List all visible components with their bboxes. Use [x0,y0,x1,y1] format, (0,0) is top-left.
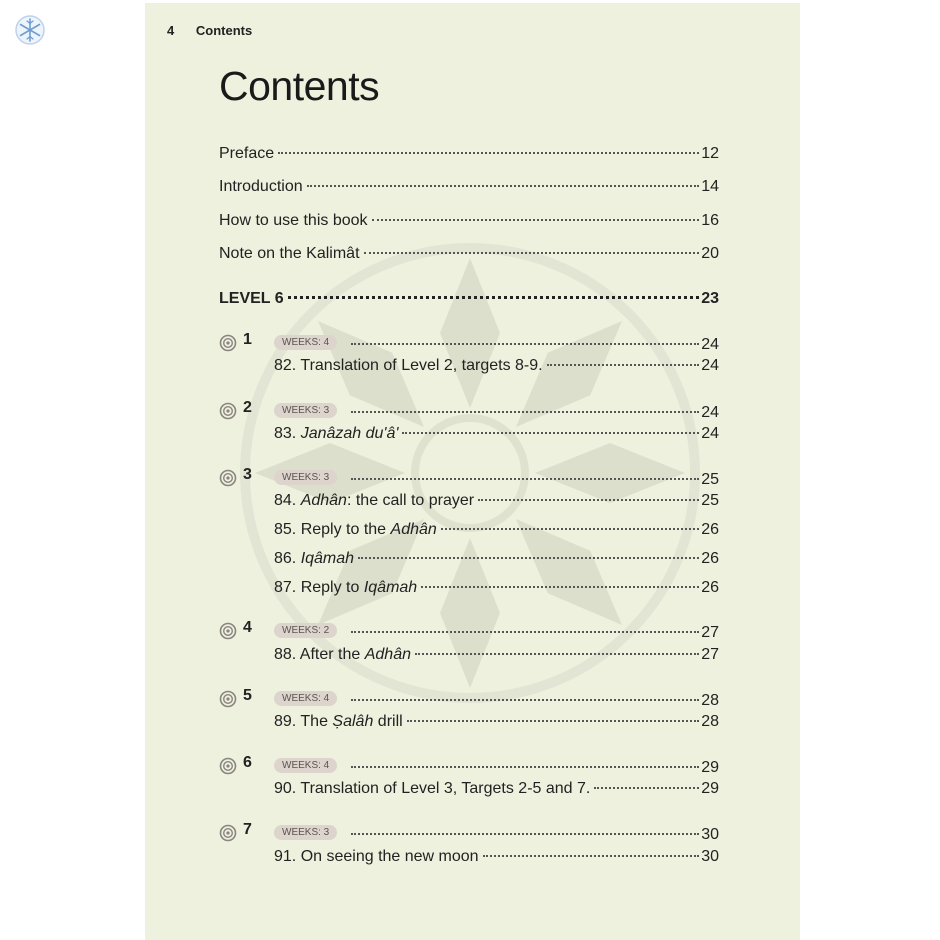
target-number: 4 [243,619,252,636]
dot-leader [421,586,699,588]
weeks-badge: WEEKS: 3 [274,403,337,418]
lesson-title: 85. Reply to the Adhân [274,521,437,538]
toc-entry-label: Introduction [219,178,303,195]
target-marker [219,466,274,484]
target-marker [219,821,274,839]
dot-leader [351,833,699,835]
target-number: 5 [243,687,252,704]
page-title: Contents [219,63,380,109]
dot-leader [407,720,700,722]
lesson-page: 26 [701,550,719,567]
toc-lesson-entry[interactable] [274,521,719,539]
toc-lesson-entry[interactable] [274,848,719,866]
level-page: 23 [701,290,719,307]
weeks-badge: WEEKS: 3 [274,470,337,485]
target-icon [219,757,237,775]
target-page: 24 [701,404,719,421]
toc-lesson-entry[interactable] [274,780,719,798]
toc-lesson-entry[interactable] [274,492,719,510]
lesson-page: 25 [701,492,719,509]
target-icon [219,824,237,842]
lesson-title: 90. Translation of Level 3, Targets 2-5 and 7. [274,780,591,797]
toc-target-row[interactable] [219,466,719,489]
weeks-badge: WEEKS: 3 [274,825,337,840]
toc-lesson-entry[interactable] [274,550,719,568]
target-page: 29 [701,759,719,776]
toc-entry-page: 16 [701,212,719,229]
dot-leader [351,766,699,768]
page-number: 4 [167,23,175,38]
dot-leader [364,252,700,254]
target-page: 27 [701,624,719,641]
lesson-title: 88. After the Adhân [274,646,411,663]
toc-entry-label: Note on the Kalimât [219,245,360,262]
book-page [145,3,800,940]
dot-leader [372,219,700,221]
toc-entry-page: 20 [701,245,719,262]
toc-lesson-entry[interactable] [274,357,719,375]
toc-entry-label: Preface [219,145,275,162]
lesson-page: 26 [701,521,719,538]
dot-leader [278,152,699,154]
toc-lesson-entry[interactable] [274,579,719,597]
target-icon [219,622,237,640]
target-marker [219,619,274,637]
level-label: LEVEL 6 [219,290,284,307]
target-marker [219,687,274,705]
lesson-title: 84. Adhân: the call to prayer [274,492,475,509]
target-number: 7 [243,821,252,838]
toc-entry-note-kalimat[interactable] [219,245,719,263]
toc-target-row[interactable] [219,399,719,422]
dot-leader [441,528,699,530]
toc-lesson-entry[interactable] [274,646,719,664]
dot-leader [402,432,699,434]
dot-leader [307,185,700,187]
toc-target-row[interactable] [219,331,719,354]
lesson-title: 91. On seeing the new moon [274,848,479,865]
toc-entry-page: 14 [701,178,719,195]
toc-target-row[interactable] [219,754,719,777]
target-page: 28 [701,692,719,709]
lesson-page: 30 [701,848,719,865]
target-marker [219,754,274,772]
toc-entry-label: How to use this book [219,212,368,229]
target-marker [219,399,274,417]
target-page: 30 [701,826,719,843]
snowflake-logo-icon [14,14,46,46]
dot-leader [478,499,699,501]
lesson-title: 87. Reply to Iqâmah [274,579,418,596]
lesson-page: 29 [701,780,719,797]
toc-target-row[interactable] [219,821,719,844]
dot-leader [415,653,699,655]
lesson-title: 83. Janâzah du'â' [274,425,399,442]
dot-leader [358,557,699,559]
running-title: Contents [195,23,253,38]
dot-leader [547,364,700,366]
lesson-page: 27 [701,646,719,663]
target-page: 24 [701,336,719,353]
target-number: 6 [243,754,252,771]
target-icon [219,334,237,352]
target-page: 25 [701,471,719,488]
dot-leader [351,631,699,633]
toc-entry-how-to-use[interactable] [219,212,719,230]
dot-leader [351,478,699,480]
lesson-title: 89. The Ṣalâh drill [274,713,403,730]
dot-leader [351,411,699,413]
weeks-badge: WEEKS: 4 [274,335,337,350]
lesson-page: 26 [701,579,719,596]
target-number: 3 [243,466,252,483]
dot-leader [594,787,699,789]
target-icon [219,690,237,708]
toc-entry-page: 12 [701,145,719,162]
dot-leader [351,343,699,345]
dot-leader [483,855,700,857]
toc-level-heading[interactable] [219,290,719,308]
target-number: 2 [243,399,252,416]
target-icon [219,402,237,420]
lesson-page: 28 [701,713,719,730]
dot-leader [351,699,699,701]
target-marker [219,331,274,349]
toc-target-row[interactable] [219,687,719,710]
toc-entry-preface[interactable] [219,145,719,163]
target-number: 1 [243,331,252,348]
weeks-badge: WEEKS: 4 [274,691,337,706]
toc-entry-introduction[interactable] [219,178,719,196]
lesson-page: 24 [701,425,719,442]
toc-target-row[interactable] [219,619,719,642]
running-head [167,23,252,38]
lesson-title: 86. Iqâmah [274,550,355,567]
weeks-badge: WEEKS: 2 [274,623,337,638]
toc-lesson-entry[interactable] [274,425,719,443]
lesson-page: 24 [701,357,719,374]
toc-lesson-entry[interactable] [274,713,719,731]
lesson-title: 82. Translation of Level 2, targets 8-9. [274,357,543,374]
target-icon [219,469,237,487]
dot-leader [288,296,700,299]
weeks-badge: WEEKS: 4 [274,758,337,773]
